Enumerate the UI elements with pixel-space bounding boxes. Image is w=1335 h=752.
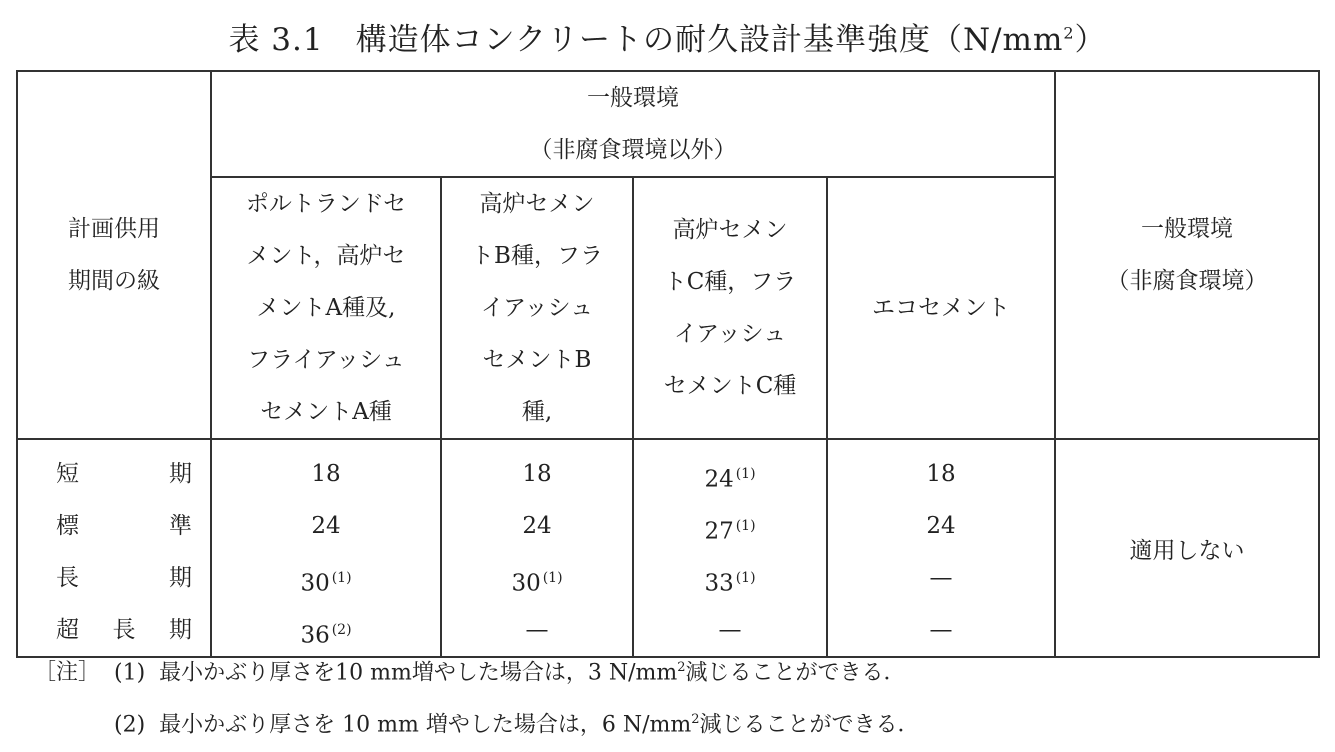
value-cell <box>828 552 1054 604</box>
note-text: 最小かぶり厚さを 10 mm 増やした場合は，6 N/mm <box>159 712 692 738</box>
value-text: 24 <box>926 513 956 539</box>
note-1 <box>34 648 920 700</box>
right-value: 適用しない <box>1055 439 1319 657</box>
footnote-marker: (1) <box>542 570 563 586</box>
value-text: — <box>929 617 953 643</box>
col3-line: セメントC種 <box>663 373 797 399</box>
table-caption: 構造体コンクリートの耐久設計基準強度（N/mm <box>355 22 1064 58</box>
col2-line: イアッシュ <box>480 295 594 321</box>
col2-line: セメントB <box>482 347 592 373</box>
header-right <box>1055 71 1319 439</box>
values-col-2 <box>441 439 633 657</box>
column-header-1 <box>211 177 441 439</box>
footnote-marker: (1) <box>331 570 352 586</box>
corner-line: 計画供用 <box>68 216 160 242</box>
table-title <box>0 14 1335 59</box>
footnote-marker: (1) <box>735 466 756 482</box>
value-text: 24 <box>311 513 341 539</box>
note-text-end: 減じることができる． <box>699 712 920 738</box>
right-line: 一般環境 <box>1141 216 1233 242</box>
col3-line: トC種，フラ <box>663 269 797 295</box>
col1-line: ポルトランドセ <box>245 191 407 217</box>
value-text: 30 <box>511 570 541 597</box>
value-text: — <box>718 617 742 643</box>
value-cell <box>212 552 440 604</box>
values-col-1 <box>211 439 441 657</box>
notes-label: ［注］ <box>34 660 101 686</box>
col1-line: メント，高炉セ <box>246 243 406 269</box>
note-2 <box>34 700 920 752</box>
value-cell <box>828 500 1054 552</box>
col3-line: イアッシュ <box>673 321 787 347</box>
col1-line: セメントA種 <box>260 399 392 425</box>
right-line: （非腐食環境） <box>1106 268 1268 294</box>
value-text: 24 <box>522 513 552 539</box>
row-label-short: 短 期 <box>56 461 192 487</box>
note-text: 最小かぶり厚さを10 mm増やした場合は，3 N/mm <box>159 660 678 686</box>
note-superscript: 2 <box>677 660 686 675</box>
col3-line: 高炉セメン <box>672 217 788 243</box>
strength-table <box>16 70 1320 658</box>
value-text: 36 <box>300 622 330 649</box>
values-col-3 <box>633 439 827 657</box>
value-cell <box>442 552 632 604</box>
value-cell <box>442 448 632 500</box>
col1-line: メントA種及, <box>256 295 396 321</box>
note-number: (1) <box>114 660 146 686</box>
row-label-ultra-long: 超 長 期 <box>56 617 192 643</box>
column-header-2 <box>441 177 633 439</box>
table-number: 表 3.1 <box>228 22 324 58</box>
note-superscript: 2 <box>691 712 700 727</box>
col2-line: トB種，フラ <box>471 243 603 269</box>
value-cell <box>828 448 1054 500</box>
unit-superscript: 2 <box>1063 23 1075 43</box>
footnote-marker: (1) <box>735 570 756 586</box>
value-text: 18 <box>522 461 552 487</box>
row-labels <box>17 439 211 657</box>
column-header-3 <box>633 177 827 439</box>
value-text: 27 <box>704 518 734 545</box>
col1-line: フライアッシュ <box>247 347 405 373</box>
value-cell <box>634 552 826 604</box>
value-cell <box>634 448 826 500</box>
corner-line: 期間の級 <box>68 268 160 294</box>
row-label-standard: 標 準 <box>56 513 192 539</box>
col4-line: エコセメント <box>872 295 1010 321</box>
value-cell <box>212 500 440 552</box>
value-text: — <box>929 565 953 591</box>
value-text: 24 <box>704 466 734 493</box>
value-text: — <box>525 617 549 643</box>
group-line: 一般環境 <box>587 85 679 111</box>
note-number: (2) <box>114 712 146 738</box>
value-cell <box>442 500 632 552</box>
notes <box>34 648 920 752</box>
footnote-marker: (1) <box>735 518 756 534</box>
values-col-4 <box>827 439 1055 657</box>
group-line: （非腐食環境以外） <box>529 137 737 163</box>
table-caption-close: ） <box>1074 22 1107 58</box>
value-text: 33 <box>704 570 734 597</box>
col2-line: 高炉セメン <box>479 191 595 217</box>
value-cell <box>212 448 440 500</box>
row-label-long: 長 期 <box>56 565 192 591</box>
header-corner <box>17 71 211 439</box>
note-text-end: 減じることができる． <box>685 660 906 686</box>
value-text: 30 <box>300 570 330 597</box>
value-text: 18 <box>926 461 956 487</box>
footnote-marker: (2) <box>331 622 352 638</box>
header-group <box>211 71 1055 177</box>
value-cell <box>634 500 826 552</box>
value-text: 18 <box>311 461 341 487</box>
column-header-4 <box>827 177 1055 439</box>
col2-line: 種, <box>521 399 553 425</box>
